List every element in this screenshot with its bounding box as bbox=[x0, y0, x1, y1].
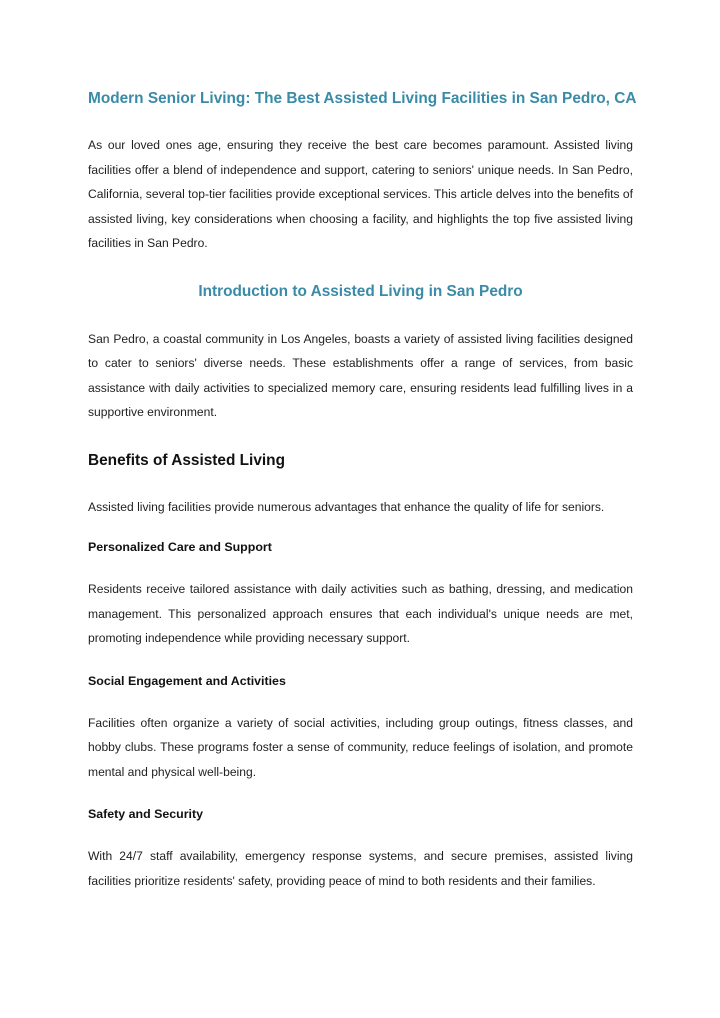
subheading-safety-security: Safety and Security bbox=[88, 807, 204, 821]
section-heading-benefits: Benefits of Assisted Living bbox=[88, 451, 285, 469]
intro-paragraph: As our loved ones age, ensuring they receive the best care becomes paramount. Assisted living facilities offer a blend of independence and support, catering to seniors' unique needs. In San Pedro, California, several top-tier facilities provide exceptional services. This article delves into the benefits of assisted living, key considerations when choosing a facility, and highlights the top five assisted living facilities in San Pedro. bbox=[88, 138, 633, 250]
section-heading-introduction: Introduction to Assisted Living in San Pedro bbox=[198, 282, 523, 300]
subheading-social-engagement: Social Engagement and Activities bbox=[88, 673, 286, 688]
social-engagement-paragraph: Facilities often organize a variety of social activities, including group outings, fitness classes, and hobby clubs. These programs foster a sense of community, reduce feelings of isolation, and promote mental and physical well-being. bbox=[88, 715, 633, 779]
safety-security-paragraph: With 24/7 staff availability, emergency response systems, and secure premises, assisted living facilities prioritize residents' safety, providing peace of mind to both residents and their families. bbox=[88, 849, 633, 888]
personalized-care-paragraph: Residents receive tailored assistance with daily activities such as bathing, dressing, and medication management. This personalized approach ensures that each individual's unique needs are met, promoting independence while providing necessary support. bbox=[88, 582, 633, 645]
document-title: Modern Senior Living: The Best Assisted Living Facilities in San Pedro, CA bbox=[88, 90, 637, 107]
introduction-paragraph: San Pedro, a coastal community in Los Angeles, boasts a variety of assisted living facilities designed to cater to seniors' diverse needs. These establishments offer a range of services, from basic assistance with daily activities to specialized memory care, ensuring residents lead fulfilling lives in a supportive environment. bbox=[88, 331, 633, 419]
benefits-paragraph: Assisted living facilities provide numerous advantages that enhance the quality of life for seniors. bbox=[88, 499, 605, 514]
subheading-personalized-care: Personalized Care and Support bbox=[88, 540, 272, 554]
